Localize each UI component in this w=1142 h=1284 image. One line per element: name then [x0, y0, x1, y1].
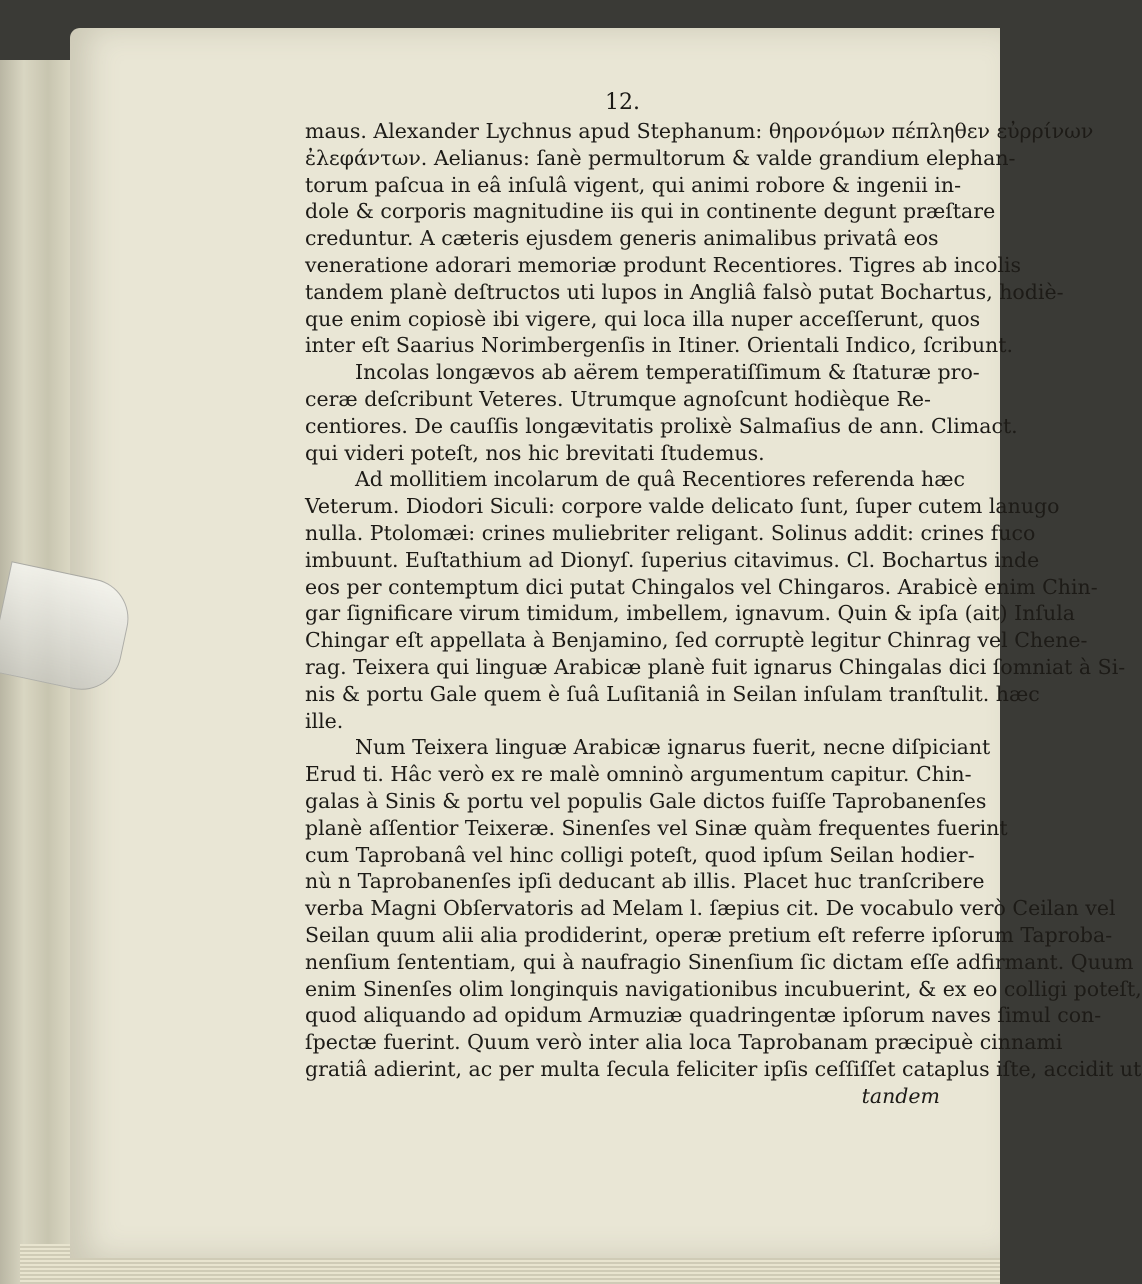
text-line: ille. — [305, 708, 344, 733]
text-line: ceræ deſcribunt Veteres. Utrumque agnoſcunt hodièque Re- — [305, 386, 931, 411]
text-line: veneratione adorari memoriæ produnt Recentiores. Tigres ab incolis — [305, 252, 1022, 277]
text-line: que enim copiosè ibi vigere, qui loca illa nuper acceſſerunt, quos — [305, 306, 981, 331]
text-line: nis & portu Gale quem è ſuâ Luſitaniâ in Seilan inſulam tranſtulit. hæc — [305, 681, 1040, 706]
text-line: Incolas longævos ab aërem temperatiſſimum & ſtaturæ pro- — [355, 360, 980, 385]
text-line: gar ſignificare virum timidum, imbellem, ignavum. Quin & ipſa (ait) Inſula — [305, 601, 1075, 626]
text-line: Chingar eſt appellata à Benjamino, ſed corruptè legitur Chinrag vel Chene- — [305, 628, 1088, 653]
text-line: torum paſcua in eâ inſulâ vigent, qui animi robore & ingenii in- — [305, 172, 961, 197]
text-line: dole & corporis magnitudine iis qui in continente degunt præſtare — [305, 199, 996, 224]
text-line: ἐλεφάντων. Aelianus: ſanè permultorum & valde grandium elephan- — [305, 145, 1016, 170]
text-line: galas à Sinis & portu vel populis Gale dictos fuiſſe Taprobanenſes — [305, 788, 987, 813]
text-line: cum Taprobanâ vel hinc colligi poteſt, quod ipſum Seilan hodier- — [305, 842, 975, 867]
text-line: creduntur. A cæteris ejusdem generis animalibus privatâ eos — [305, 226, 939, 251]
text-line: enim Sinenſes olim longinquis navigationibus incubuerint, & ex eo colligi poteſt, — [305, 976, 1142, 1001]
text-line: imbuunt. Euſtathium ad Dionyſ. ſuperius citavimus. Cl. Bochartus inde — [305, 547, 1040, 572]
text-line: verba Magni Obſervatoris ad Melam l. ſæpius cit. De vocabulo verò Ceilan vel — [305, 896, 1116, 921]
body-text — [305, 118, 1142, 1109]
text-line: Veterum. Diodori Siculi: corpore valde delicato ſunt, ſuper cutem lanugo — [305, 494, 1060, 519]
text-line: gratiâ adierint, ac per multa ſecula feliciter ipſis ceſſiſſet cataplus iſte, accidit ut — [305, 1056, 1142, 1081]
text-line: planè aſſentior Teixeræ. Sinenſes vel Sinæ quàm frequentes fuerint — [305, 815, 1008, 840]
text-line: centiores. De cauſſis longævitatis prolixè Salmaſius de ann. Climact. — [305, 413, 1018, 438]
text-line: ſpectæ fuerint. Quum verò inter alia loca Taprobanam præcipuè cinnami — [305, 1030, 1063, 1055]
page-number: 12. — [605, 90, 640, 115]
text-line: inter eſt Saarius Norimbergenſis in Itiner. Orientali Indico, ſcribunt. — [305, 333, 1013, 358]
text-line: Seilan quum alii alia prodiderint, operæ pretium eſt referre ipſorum Taproba- — [305, 922, 1113, 947]
text-line: rag. Teixera qui linguæ Arabicæ planè fuit ignarus Chingalas dici ſomniat à Si- — [305, 654, 1126, 679]
text-line: Erud ti. Hâc verò ex re malè omninò argumentum capitur. Chin- — [305, 762, 972, 787]
text-line: qui videri poteſt, nos hic brevitati ſtudemus. — [305, 440, 765, 465]
text-line: quod aliquando ad opidum Armuziæ quadringentæ ipſorum naves ſimul con- — [305, 1003, 1102, 1028]
text-line: Num Teixera linguæ Arabicæ ignarus fuerit, necne diſpiciant — [355, 735, 991, 760]
text-line: Ad mollitiem incolarum de quâ Recentiores referenda hæc — [355, 467, 966, 492]
text-line: eos per contemptum dici putat Chingalos vel Chingaros. Arabicè enim Chin- — [305, 574, 1098, 599]
text-line: maus. Alexander Lychnus apud Stephanum: θηρονόμων πέπληθεν εὐρρίνων — [305, 119, 1094, 143]
text-line: nulla. Ptolomæi: crines muliebriter religant. Solinus addit: crines fuco — [305, 520, 1036, 545]
text-line: nù n Taprobanenſes ipſi deducant ab illis. Placet huc tranſcribere — [305, 869, 985, 894]
catchword: tandem — [861, 1083, 940, 1108]
text-line: nenſium ſententiam, qui à naufragio Sinenſium ſic dictam eſſe adfirmant. Quum — [305, 949, 1134, 974]
text-line: tandem planè deſtructos uti lupos in Angliâ falsò putat Bochartus, hodiè- — [305, 279, 1064, 304]
